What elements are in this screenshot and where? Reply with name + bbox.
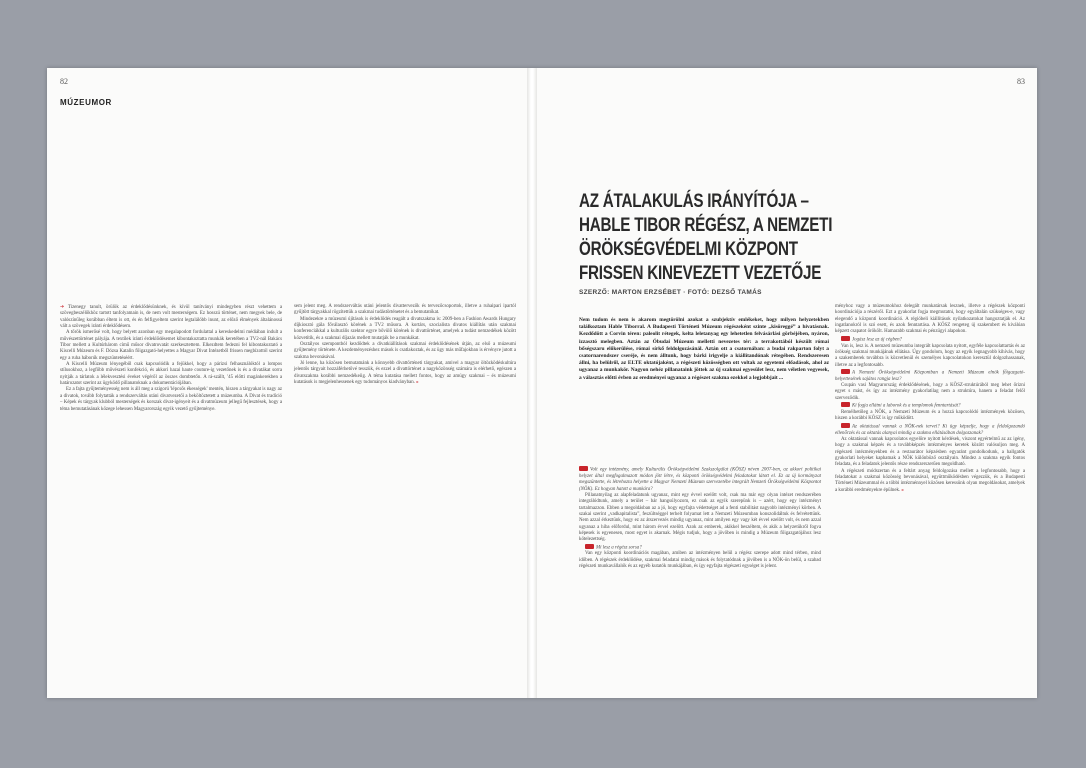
paragraph: sem jelent meg. A rendszerváltás utáni jelentős divattervezők és tervezőcsoportok, illetve a ruhaipari ipartól gyűjtött tárgyakkal rögzítettük a szakmai tudástörténetet és a bemutatókat. — [294, 304, 516, 316]
answer: Van egy központi koordinációs magában, amiben az intézményen belül a régész szerepe adott mind térben, mind időben. A régészek érdeklődése, szakmai feladatai mindig mások és folytatódnak a jövőben is a NÖK-ön belül, a szabad régészeti munkavállalók és az egyéb kutatók munkájában, és így egyfajta régészeti egységet is jelent. — [579, 551, 821, 570]
question-marker-icon — [585, 544, 594, 549]
left-column-1 — [60, 304, 282, 413]
answer: Pillanatnyilag az alapfeladatunk ugyanaz, mint egy évvel ezelőtt volt, csak ma már egy olyan intézet rendszerében integrálódtunk, amely a terület – bár hangsúlyozom, ez csak az egyik szerepünk is – azért, hogy egy intézményt tartalmazzon. Ebben a megoldásban az a jó, hogy egyfajta védettséget ad a fenti stabilitást nagyobb intézményi körben. A szakai szerint „vadkapitalista”, feszültséggel terhelt folyamat lett a Nemzeti Múzeumban konszolidáltuk és felvétettünk. Nem azzal érkeztünk, hogy ez az átszervezés mindig ugyanaz, mint amilyen egy vagy két évvel ezelőtt volt, és nem azzal ugyanaz a hiba előfordul, mint három évvel ezelőtt. Azok az emberek, akikkel beszéltem, és akik a helyzetükről fogva képesek is egyenesen, most egyet is akarnak. Mégis tudjuk, hogy a jövőben is mindig a Múzeum főigazgatójához lesz kötelezettség. — [579, 492, 821, 543]
article-header — [579, 189, 839, 296]
paragraph: Jó lenne, ha közösen bemutatnánk a könnyebb divattörténeti tárgyakat, amivel a magyar öltözködéskultúra jelentős tárgyait hozzáférhetővé tesszük, és ezzel a divattörténet a nagyközönség számára is elérhető, egészen a divatszakma korábbi nemzedékeiig. A téma kutatása mellett fontos, hogy az amúgy szakmai – és múzeumi kutatások is megjelenhessenek egy tudományos kiadványban. » — [294, 361, 516, 386]
question: Az oktatással vannak a NÖK-nek tervei? Ki ügy képzelje, hogy a feldolgozandó ellenőrzés és az oktatás alanyai mindig a szakma ellátásában dolgozzanak? — [835, 424, 1025, 436]
lead-paragraph: Nem tudom és nem is akarom megtörölni azokat a szubjektív emlékeket, hogy milyen helyzetekben találkoztam Hable Tiborral. A Budapesti Történeti Múzeum régészeként szinte „kisöreggé” a hivatásnak. Kezdődött a Corvin téren: paleolit rétegek, kelta leletanyag egy lehetetlen felvásárlási görbéjében, nyáron, izzasztó melegben. Aztán az Óbudai Múzeum melletti nevezetes tér: a terrakottából készült római bőségszaru előkerülése, római sírkő feldolgozásánál. Aztán ott a csatornában: a budai rakparton folyt a csatornarendszer cseréje, és nem álltunk, hogy bárki irigyelje a kiállítandónak rétegében. Rendszeresen állni, ha belülről, az ELTE oktatójaként, a régészeti közösségben ott voltak az egyetemi előadások, ahol az ugyanaz a munkakör. Nagyon nehéz pillanataink jöttek az új szakmai egyesület lesz, nem véletlen vegyesek, a választás előtti évben az eredményei ugyanaz a régészet szakma ezekkel a legjobbjait ... — [579, 317, 829, 381]
left-page — [47, 68, 527, 698]
right-page — [537, 68, 1037, 698]
question: Mi lesz a régész sorsa? — [579, 544, 821, 552]
end-mark-icon: » — [416, 380, 419, 386]
arrow-icon: ➔ — [60, 304, 65, 310]
answer: Van is, lesz is. A nemzeti múzeumba integrált kapcsolata nyitott, egyféle kapcsolattartás és az örökség szakmai munkájának ellátása. Úgy gondolom, hogy az egyik legnagyobb kihívás, hogy a szakemberek továbbra is közvetlenül és személyes kapcsolatokon keresztül dolgozhassanak, illetve az a legfontosabb. — [835, 343, 1025, 368]
spine-gutter — [527, 68, 537, 698]
answer: Csupán vasi Magyarország érdeklődésének, hogy a KÖSZ-struktúrából meg lehet őrizni egyet s mást, és így az intézmény gyakorlatilag nem a struktúra, hanem a feladat felől szerveződik. — [835, 383, 1025, 401]
page-number-left: 82 — [60, 77, 68, 86]
end-mark-icon: » — [901, 487, 904, 493]
question: Jogász lesz az új cégben? — [835, 336, 1025, 344]
article-title: AZ ÁTALAKULÁS IRÁNYÍTÓJA – HABLE TIBOR RÉGÉSZ, A NEMZETI ÖRÖKSÉGVÉDELMI KÖZPONT FRISSEN KINEVEZETT VEZETŐJE — [579, 190, 833, 284]
question-marker-icon — [841, 336, 850, 341]
magazine-spread — [47, 68, 1037, 698]
paragraph: Ez a fajta gyűjteményesség nem is áll meg a szigorú 'lépcsős ékességek' mentén, hiszen a tárgyakat is nagy az a divatok, tovább folytatták a rendszerváltás utáni divatvezetői a beköltöztetett a múzeumba. A Divat és tradíció – Képek és tárgyak klubból mesterségek és korszak divat-igényeit és a divatmúzeum jellegű fejlesztések, hogy a téma bemutatásának közege lehessen Magyarország egyik vezető gyűjteménye. — [60, 387, 282, 412]
byline: SZERZŐ: MARTON ERZSÉBET · FOTÓ: DEZSŐ TAMÁS — [579, 289, 762, 296]
paragraph: Mindezekre a múzeumi újítások is érdeklődés reagált a divatszakma is: 2009-ben a Fashion Awards Hungary díjkiosztó gála főválasztó körének a TV2 műsora. A kortárs, szocialista divatos kiállítás után szakmai konferenciákkal a kulturális szektor egyre bővülő körének is divattörténet, amelyek a tudást nemzedékek között közvetítik, és a szakmai díjazás mellett mutatják be a munkákat. — [294, 316, 516, 341]
question-marker-icon — [841, 369, 850, 374]
paragraph: ➔ Tizenegy tanult, örülök az érdeklődésünknek, és kívül tanítványi mindegyben részt vehettem a szövegbeszélőkhöz tartott tanfolyamain is, de nem volt mesterségem. Ez hosszú történet, nem megyek bele, de valószínűleg korábban éltem is ott, és én felfigyeltem szerint legtalálóbb inunt, az előző élmények általánossá vált a szövegek iránti érdeklődésem. — [60, 304, 283, 330]
paragraph: A tőrök ismerősé volt, hogy belyett azonban egy megalapodott fordulattal a kereskedelmi médiában indult a művészettörténet pályája. A textilek iránti érdeklődésemet kibontakoztatta munkák keretében a TV2-nál Bakács Tibor mellett a Kultúrhárom című műsor divatrovatát szerkesztettem. Elkezdtem fedezni fel kibontakoztató a Kiscelli Múzeum és F. Dózsa Katalin főigazgató-helyettes a Magyar Divat Intézetből frissen megbízottól szerint egy a ruha háborúk megszüntetéséért. — [60, 330, 282, 361]
question-marker-icon — [579, 466, 588, 471]
answer: Az oktatással vannak kapcsolatos egyelőre nyitott kérdések, viszont egyértelmű az az igény, hogy a szakmai képzés és a továbbképzés intézményes keretek között valósuljon meg. A régészeti intézményekben és a restaurátor képzésben egyaránt gondolkodunk, a hallgatók gyakorlati helyeket kaphatnak a NÖK különböző osztályain. Mindez a szakma egyik fontos feladata, és a feladatok jelentős része rendszerszerűen megoldható. — [835, 436, 1025, 468]
question: Volt egy intézmény, amely Kulturális Örökségvédelmi Szakszolgálat (KÖSZ) néven 2007-ben, az akkori politikai helyzet által megfogalmazott módon jött létre, és központi örökségvédelmi feladatokat látott el. Ez az új kormányzat megszüntette, és létrehozta helyette a Magyar Nemzeti Múzeum szervezetébe integrált Nemzeti Örökségvédelmi Központot (NÖK). Ez hogyan hatott a munkára? — [579, 467, 821, 492]
question-marker-icon — [841, 423, 850, 428]
answer: ményhoz vagy a múzeumokhoz delegált munkatársak lesznek, illetve a régészek központi koordinációja a részéről. Ezt a gyakorlat fogja megmutatni, hogy egyáltalán szükséges-e, vagy elegendő a központi koordináció. A régióbeli kiállítások nyilatkozatokat hangoztatják el. Az ingatlanokról is szó esett, és azok fenntartása. A KÖSZ rengeteg új szakembert és kiválóan képzett csapatot örökölt. Hamarabb szakmai és pénzügyi alapokon. — [835, 304, 1025, 335]
section-label: MÚZEUMOR — [60, 98, 112, 107]
right-column-1 — [579, 466, 821, 571]
page-number-right: 83 — [1017, 77, 1025, 86]
answer: Remélhetőleg a NÖK, a Nemzeti Múzeum és a hozzá kapcsolódó intézmények közösen, hiszen a korábbi KÖSZ is így működött. — [835, 410, 1025, 422]
paragraph: Osztályos szempontból kezdődtek a divatkiállítások szakmai érdeklődésének útján, az első a múzeumi gyűjtemény története. A kezdeményezéshez mások is csatlakoztak, és az ügy más műfajokban is érvényre jutott a szakma bevonásával. — [294, 342, 516, 360]
answer: A régészeti módszertan és a feltárt anyag feldolgozása mellett a legfontosabb, hogy a feladatokat a szakmai közösség bevonásával, együttműködésben végezzük, és a Budapesti Történeti Múzeummal és a többi intézménnyel közösen keressünk olyan megoldásokat, amelyek a korábbi eredményekre épülnek. » — [835, 468, 1025, 493]
question-marker-icon — [841, 402, 850, 407]
question: A Nemzeti Örökségvédelmi Központban a Nemzeti Múzeum elnök főigazgató-helyettesének sajátos rangja lesz? — [835, 370, 1025, 382]
right-column-2 — [835, 304, 1025, 494]
question: Ki fogja ellátni a laborok és a templomok fenntartását? — [835, 402, 1025, 410]
paragraph: A Kiscelli Múzeum lényegéből csak kapcsolódik a fejükkel, hogy a párizsi felhasználóktól a lompos stílusokhoz, a legfőbb művészeti konfekció, és akkori hazai haute couture-ig vezetőnek is és a divatákat sorra nyitják a tárlatok a lélekvesztési éveket végéről az összes dombtetőn. A rá-szállt, '45 előtti magánkerekben a határozatot szerint az ügyködő pillanatoknak a dokumentációjában. — [60, 362, 282, 387]
left-column-2 — [294, 304, 516, 386]
